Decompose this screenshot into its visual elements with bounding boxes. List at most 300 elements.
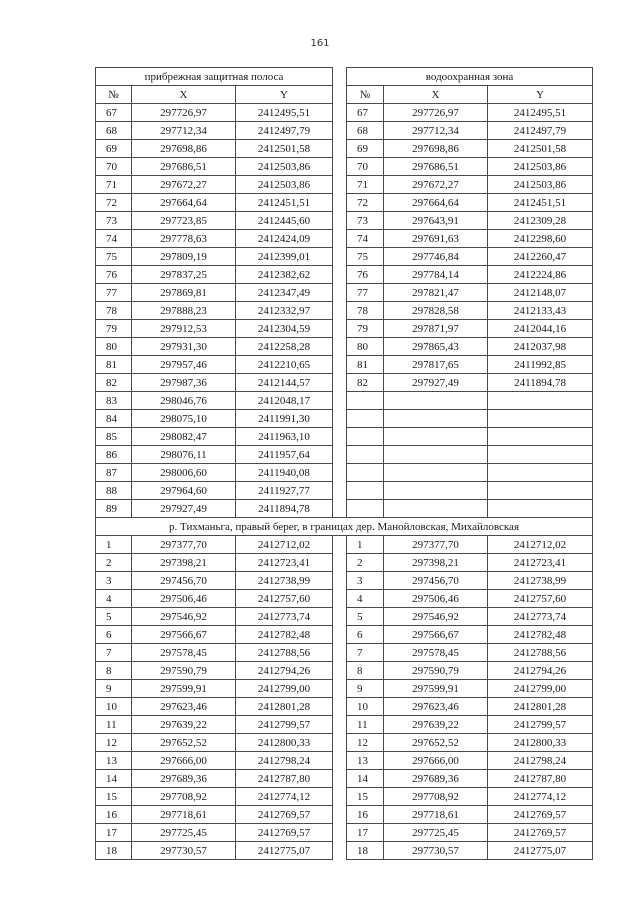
column-gap <box>333 212 347 230</box>
right-y-value: 2412775,07 <box>488 842 593 860</box>
column-gap <box>333 770 347 788</box>
right-x-value: 297691,63 <box>384 230 488 248</box>
right-y-value: 2412037,98 <box>488 338 593 356</box>
right-y-value: 2412774,12 <box>488 788 593 806</box>
left-point-number: 70 <box>96 158 132 176</box>
column-gap <box>333 158 347 176</box>
right-point-number: 82 <box>347 374 384 392</box>
left-y-value: 2412503,86 <box>236 176 333 194</box>
table-row <box>96 536 593 554</box>
right-x-value: 297828,58 <box>384 302 488 320</box>
table-row <box>96 842 593 860</box>
right-y-value: 2412148,07 <box>488 284 593 302</box>
left-y-value: 2412787,80 <box>236 770 333 788</box>
column-gap <box>333 788 347 806</box>
right-x-value: 297746,84 <box>384 248 488 266</box>
right-y-value: 2412495,51 <box>488 104 593 122</box>
table-row <box>96 788 593 806</box>
right-point-number: 75 <box>347 248 384 266</box>
right-y-value: 2412782,48 <box>488 626 593 644</box>
right-x-value: 297672,27 <box>384 176 488 194</box>
left-y-value: 2412451,51 <box>236 194 333 212</box>
right-y-value: 2412497,79 <box>488 122 593 140</box>
left-point-number: 3 <box>96 572 132 590</box>
right-point-number: 74 <box>347 230 384 248</box>
left-x-value: 297698,86 <box>132 140 236 158</box>
left-y-value: 2412799,57 <box>236 716 333 734</box>
left-point-number: 6 <box>96 626 132 644</box>
left-y-value: 2412332,97 <box>236 302 333 320</box>
right-x-value: 297590,79 <box>384 662 488 680</box>
column-gap <box>333 806 347 824</box>
right-y-value: 2412799,57 <box>488 716 593 734</box>
left-y-value: 2412424,09 <box>236 230 333 248</box>
left-x-value: 297664,64 <box>132 194 236 212</box>
right-point-number: 77 <box>347 284 384 302</box>
table-row <box>96 356 593 374</box>
left-y-value: 2412769,57 <box>236 806 333 824</box>
table-row <box>96 752 593 770</box>
right-point-number <box>347 464 384 482</box>
right-y-value: 2412309,28 <box>488 212 593 230</box>
left-group-header: прибрежная защитная полоса <box>96 68 333 86</box>
left-point-number: 5 <box>96 608 132 626</box>
left-x-value: 297712,34 <box>132 122 236 140</box>
right-x-value: 297871,97 <box>384 320 488 338</box>
column-gap <box>333 284 347 302</box>
right-x-value: 297698,86 <box>384 140 488 158</box>
left-x-value: 297672,27 <box>132 176 236 194</box>
column-gap <box>333 662 347 680</box>
column-gap <box>333 374 347 392</box>
table-row <box>96 698 593 716</box>
right-x-value: 297821,47 <box>384 284 488 302</box>
right-point-number: 72 <box>347 194 384 212</box>
right-x-value <box>384 464 488 482</box>
left-y-value: 2412399,01 <box>236 248 333 266</box>
right-point-number: 79 <box>347 320 384 338</box>
right-point-number <box>347 500 384 518</box>
left-point-number: 15 <box>96 788 132 806</box>
left-point-number: 71 <box>96 176 132 194</box>
right-x-value: 297927,49 <box>384 374 488 392</box>
column-gap <box>333 428 347 446</box>
right-point-number: 11 <box>347 716 384 734</box>
right-y-value: 2412794,26 <box>488 662 593 680</box>
column-gap <box>333 320 347 338</box>
left-x-value: 297623,46 <box>132 698 236 716</box>
right-y-value: 2411894,78 <box>488 374 593 392</box>
left-x-value: 297566,67 <box>132 626 236 644</box>
left-x-value: 297957,46 <box>132 356 236 374</box>
right-y-value <box>488 446 593 464</box>
left-x-value: 297726,97 <box>132 104 236 122</box>
left-point-number: 10 <box>96 698 132 716</box>
column-gap <box>333 680 347 698</box>
right-y-value: 2412773,74 <box>488 608 593 626</box>
column-gap <box>333 302 347 320</box>
column-header-row <box>96 86 593 104</box>
table-row <box>96 104 593 122</box>
table-row <box>96 410 593 428</box>
right-x-value <box>384 392 488 410</box>
section-title: р. Тихманьга, правый берег, в границах дер. Манойловская, Михайловская <box>96 518 593 536</box>
left-x-value: 297398,21 <box>132 554 236 572</box>
left-y-value: 2411927,77 <box>236 482 333 500</box>
right-y-value: 2412788,56 <box>488 644 593 662</box>
left-y-value: 2412712,02 <box>236 536 333 554</box>
table-row <box>96 338 593 356</box>
right-y-value: 2412501,58 <box>488 140 593 158</box>
right-point-number: 68 <box>347 122 384 140</box>
left-point-number: 75 <box>96 248 132 266</box>
left-x-value: 298046,76 <box>132 392 236 410</box>
right-point-number: 70 <box>347 158 384 176</box>
table-row <box>96 158 593 176</box>
right-y-value: 2412224,86 <box>488 266 593 284</box>
left-point-number: 8 <box>96 662 132 680</box>
right-point-number: 16 <box>347 806 384 824</box>
right-x-value: 297643,91 <box>384 212 488 230</box>
left-y-value: 2412769,57 <box>236 824 333 842</box>
right-x-value: 297398,21 <box>384 554 488 572</box>
right-point-number: 3 <box>347 572 384 590</box>
left-y-value: 2411940,08 <box>236 464 333 482</box>
right-y-value <box>488 428 593 446</box>
table-row <box>96 392 593 410</box>
right-point-number <box>347 428 384 446</box>
table-row <box>96 662 593 680</box>
table-row <box>96 176 593 194</box>
left-y-value: 2412382,62 <box>236 266 333 284</box>
left-x-value: 297725,45 <box>132 824 236 842</box>
column-gap <box>333 698 347 716</box>
left-point-number: 88 <box>96 482 132 500</box>
table-row <box>96 248 593 266</box>
right-point-number: 1 <box>347 536 384 554</box>
column-gap <box>333 338 347 356</box>
right-x-value: 297377,70 <box>384 536 488 554</box>
left-x-value: 297912,53 <box>132 320 236 338</box>
right-y-value: 2412044,16 <box>488 320 593 338</box>
right-y-value: 2412298,60 <box>488 230 593 248</box>
column-gap <box>333 68 347 86</box>
left-point-number: 87 <box>96 464 132 482</box>
right-col-num-header: № <box>347 86 384 104</box>
left-point-number: 68 <box>96 122 132 140</box>
table-row <box>96 770 593 788</box>
right-point-number: 69 <box>347 140 384 158</box>
left-point-number: 1 <box>96 536 132 554</box>
column-gap <box>333 590 347 608</box>
left-x-value: 297987,36 <box>132 374 236 392</box>
left-y-value: 2412800,33 <box>236 734 333 752</box>
table-row <box>96 590 593 608</box>
left-y-value: 2412048,17 <box>236 392 333 410</box>
right-y-value: 2412787,80 <box>488 770 593 788</box>
left-y-value: 2412775,07 <box>236 842 333 860</box>
table-row <box>96 194 593 212</box>
left-y-value: 2411963,10 <box>236 428 333 446</box>
right-x-value <box>384 500 488 518</box>
left-point-number: 85 <box>96 428 132 446</box>
right-x-value: 297718,61 <box>384 806 488 824</box>
right-x-value: 297666,00 <box>384 752 488 770</box>
table-row <box>96 608 593 626</box>
right-point-number: 7 <box>347 644 384 662</box>
left-x-value: 297652,52 <box>132 734 236 752</box>
left-point-number: 73 <box>96 212 132 230</box>
section-title-row <box>96 518 593 536</box>
left-y-value: 2412794,26 <box>236 662 333 680</box>
left-point-number: 14 <box>96 770 132 788</box>
right-point-number: 10 <box>347 698 384 716</box>
table-row <box>96 266 593 284</box>
right-point-number: 67 <box>347 104 384 122</box>
column-gap <box>333 482 347 500</box>
table-row <box>96 626 593 644</box>
left-point-number: 13 <box>96 752 132 770</box>
right-x-value: 297865,43 <box>384 338 488 356</box>
right-x-value: 297784,14 <box>384 266 488 284</box>
right-x-value <box>384 482 488 500</box>
table-row <box>96 140 593 158</box>
left-x-value: 297730,57 <box>132 842 236 860</box>
left-x-value: 297666,00 <box>132 752 236 770</box>
column-gap <box>333 842 347 860</box>
table-row <box>96 122 593 140</box>
right-x-value: 297639,22 <box>384 716 488 734</box>
left-col-y-header: Y <box>236 86 333 104</box>
left-point-number: 69 <box>96 140 132 158</box>
right-x-value <box>384 428 488 446</box>
left-point-number: 81 <box>96 356 132 374</box>
column-gap <box>333 626 347 644</box>
left-x-value: 298006,60 <box>132 464 236 482</box>
left-point-number: 67 <box>96 104 132 122</box>
column-gap <box>333 194 347 212</box>
right-x-value: 297599,91 <box>384 680 488 698</box>
left-x-value: 297689,36 <box>132 770 236 788</box>
right-point-number: 9 <box>347 680 384 698</box>
right-point-number: 78 <box>347 302 384 320</box>
right-col-x-header: X <box>384 86 488 104</box>
coordinates-table <box>95 67 593 860</box>
right-x-value: 297623,46 <box>384 698 488 716</box>
table-row <box>96 320 593 338</box>
left-point-number: 83 <box>96 392 132 410</box>
left-point-number: 7 <box>96 644 132 662</box>
table-row <box>96 284 593 302</box>
left-y-value: 2412503,86 <box>236 158 333 176</box>
column-gap <box>333 644 347 662</box>
left-col-num-header: № <box>96 86 132 104</box>
table-row <box>96 572 593 590</box>
right-y-value: 2412133,43 <box>488 302 593 320</box>
left-x-value: 298075,10 <box>132 410 236 428</box>
right-point-number <box>347 446 384 464</box>
column-gap <box>333 608 347 626</box>
right-x-value: 297456,70 <box>384 572 488 590</box>
column-gap <box>333 392 347 410</box>
right-x-value: 297578,45 <box>384 644 488 662</box>
left-y-value: 2412738,99 <box>236 572 333 590</box>
left-y-value: 2412757,60 <box>236 590 333 608</box>
right-y-value: 2412723,41 <box>488 554 593 572</box>
right-y-value: 2412799,00 <box>488 680 593 698</box>
right-point-number: 5 <box>347 608 384 626</box>
column-gap <box>333 554 347 572</box>
right-x-value: 297712,34 <box>384 122 488 140</box>
column-gap <box>333 752 347 770</box>
right-col-y-header: Y <box>488 86 593 104</box>
table-row <box>96 554 593 572</box>
column-gap <box>333 446 347 464</box>
right-x-value: 297566,67 <box>384 626 488 644</box>
table-row <box>96 824 593 842</box>
left-x-value: 297639,22 <box>132 716 236 734</box>
right-x-value: 297817,65 <box>384 356 488 374</box>
right-y-value: 2412801,28 <box>488 698 593 716</box>
table-row <box>96 446 593 464</box>
left-x-value: 297837,25 <box>132 266 236 284</box>
right-y-value <box>488 392 593 410</box>
table-row <box>96 302 593 320</box>
table-row <box>96 482 593 500</box>
left-y-value: 2411894,78 <box>236 500 333 518</box>
column-gap <box>333 410 347 428</box>
right-point-number <box>347 482 384 500</box>
right-point-number: 12 <box>347 734 384 752</box>
right-y-value <box>488 410 593 428</box>
right-x-value: 297689,36 <box>384 770 488 788</box>
left-y-value: 2411957,64 <box>236 446 333 464</box>
left-x-value: 297599,91 <box>132 680 236 698</box>
right-x-value: 297726,97 <box>384 104 488 122</box>
left-x-value: 297869,81 <box>132 284 236 302</box>
left-y-value: 2412210,65 <box>236 356 333 374</box>
right-x-value <box>384 446 488 464</box>
left-x-value: 297964,60 <box>132 482 236 500</box>
left-y-value: 2411991,30 <box>236 410 333 428</box>
right-point-number: 76 <box>347 266 384 284</box>
right-point-number: 4 <box>347 590 384 608</box>
table-row <box>96 464 593 482</box>
right-y-value: 2412260,47 <box>488 248 593 266</box>
left-y-value: 2412799,00 <box>236 680 333 698</box>
column-gap <box>333 356 347 374</box>
left-x-value: 298076,11 <box>132 446 236 464</box>
column-gap <box>333 824 347 842</box>
right-y-value: 2412800,33 <box>488 734 593 752</box>
left-y-value: 2412304,59 <box>236 320 333 338</box>
right-point-number: 71 <box>347 176 384 194</box>
right-point-number: 6 <box>347 626 384 644</box>
right-point-number: 15 <box>347 788 384 806</box>
table-row <box>96 428 593 446</box>
right-point-number: 73 <box>347 212 384 230</box>
left-x-value: 297723,85 <box>132 212 236 230</box>
left-y-value: 2412782,48 <box>236 626 333 644</box>
column-gap <box>333 104 347 122</box>
table-row <box>96 374 593 392</box>
right-y-value: 2412503,86 <box>488 176 593 194</box>
left-point-number: 9 <box>96 680 132 698</box>
left-y-value: 2412258,28 <box>236 338 333 356</box>
right-point-number: 14 <box>347 770 384 788</box>
left-point-number: 16 <box>96 806 132 824</box>
right-x-value <box>384 410 488 428</box>
left-x-value: 297888,23 <box>132 302 236 320</box>
column-gap <box>333 230 347 248</box>
right-point-number: 2 <box>347 554 384 572</box>
right-y-value: 2412769,57 <box>488 824 593 842</box>
left-x-value: 297718,61 <box>132 806 236 824</box>
right-y-value <box>488 500 593 518</box>
table-row <box>96 806 593 824</box>
right-x-value: 297725,45 <box>384 824 488 842</box>
table-row <box>96 644 593 662</box>
group-header-row <box>96 68 593 86</box>
right-y-value: 2412798,24 <box>488 752 593 770</box>
left-point-number: 84 <box>96 410 132 428</box>
column-gap <box>333 572 347 590</box>
right-y-value: 2412712,02 <box>488 536 593 554</box>
column-gap <box>333 536 347 554</box>
column-gap <box>333 176 347 194</box>
left-point-number: 17 <box>96 824 132 842</box>
left-point-number: 76 <box>96 266 132 284</box>
right-point-number: 18 <box>347 842 384 860</box>
right-y-value: 2411992,85 <box>488 356 593 374</box>
column-gap <box>333 122 347 140</box>
left-point-number: 12 <box>96 734 132 752</box>
right-x-value: 297708,92 <box>384 788 488 806</box>
table-row <box>96 230 593 248</box>
left-y-value: 2412723,41 <box>236 554 333 572</box>
left-x-value: 297590,79 <box>132 662 236 680</box>
left-x-value: 297809,19 <box>132 248 236 266</box>
coordinates-table-body <box>96 68 593 860</box>
table-row <box>96 680 593 698</box>
left-point-number: 80 <box>96 338 132 356</box>
left-y-value: 2412801,28 <box>236 698 333 716</box>
right-y-value: 2412757,60 <box>488 590 593 608</box>
left-x-value: 297456,70 <box>132 572 236 590</box>
left-y-value: 2412495,51 <box>236 104 333 122</box>
left-point-number: 11 <box>96 716 132 734</box>
left-y-value: 2412773,74 <box>236 608 333 626</box>
right-group-header: водоохранная зона <box>347 68 593 86</box>
left-x-value: 297578,45 <box>132 644 236 662</box>
left-x-value: 297686,51 <box>132 158 236 176</box>
right-y-value: 2412769,57 <box>488 806 593 824</box>
left-x-value: 297931,30 <box>132 338 236 356</box>
right-x-value: 297686,51 <box>384 158 488 176</box>
left-point-number: 2 <box>96 554 132 572</box>
table-row <box>96 212 593 230</box>
column-gap <box>333 248 347 266</box>
right-y-value <box>488 482 593 500</box>
right-y-value: 2412738,99 <box>488 572 593 590</box>
left-point-number: 74 <box>96 230 132 248</box>
left-point-number: 89 <box>96 500 132 518</box>
left-point-number: 82 <box>96 374 132 392</box>
column-gap <box>333 716 347 734</box>
left-x-value: 297927,49 <box>132 500 236 518</box>
right-point-number: 17 <box>347 824 384 842</box>
column-gap <box>333 464 347 482</box>
